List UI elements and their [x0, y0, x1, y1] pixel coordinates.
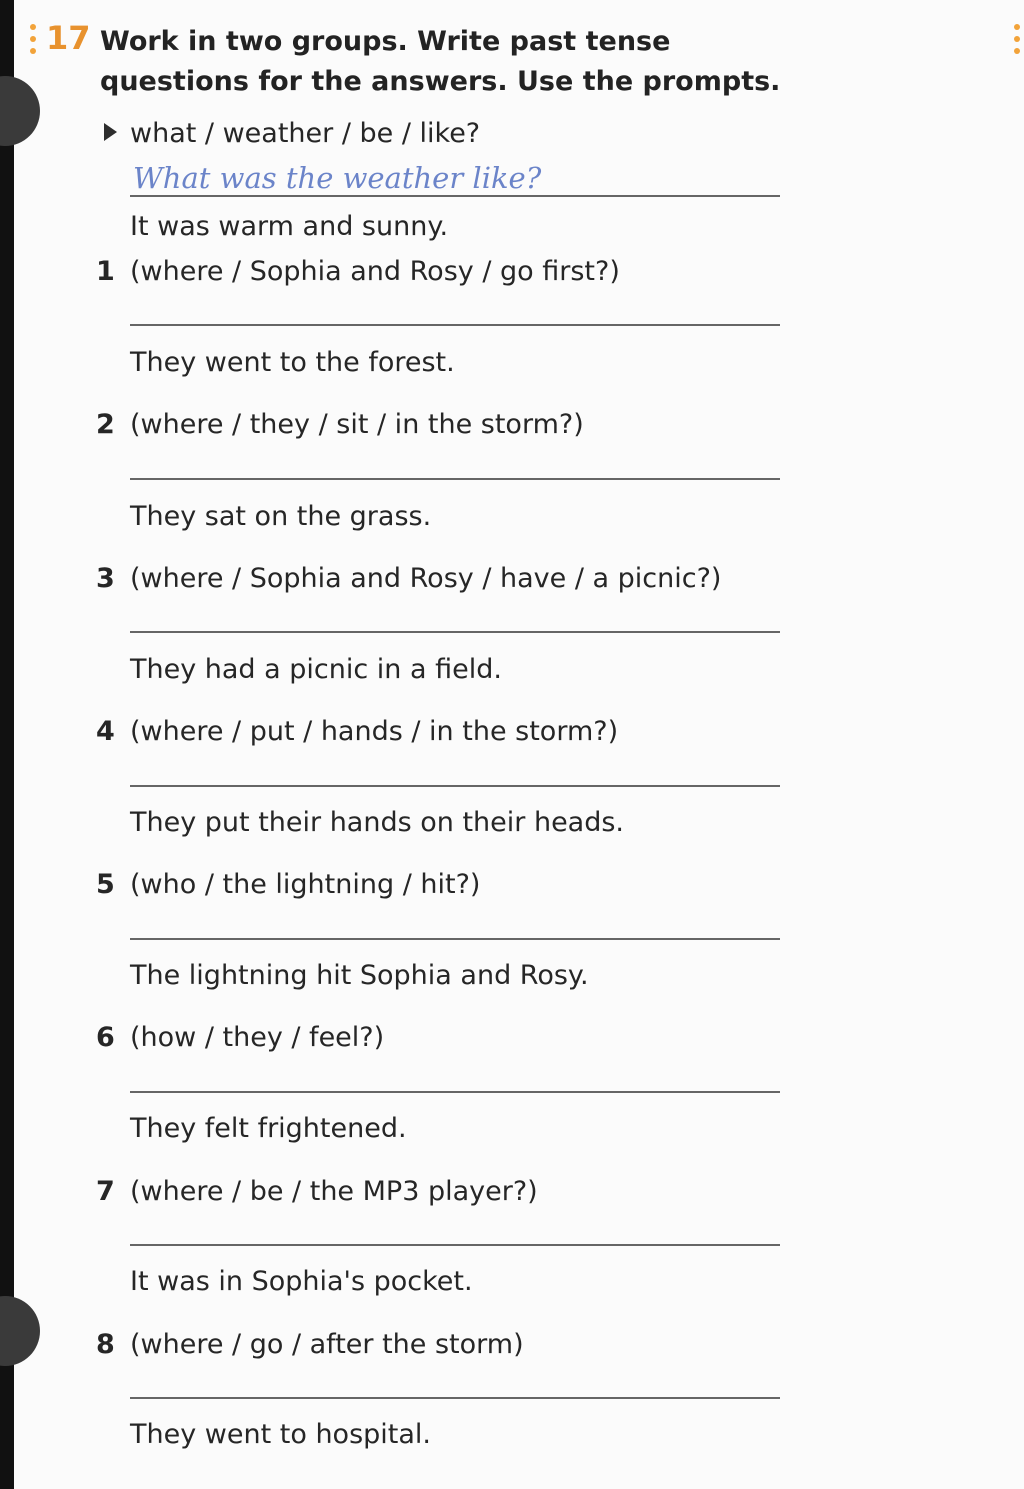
item-answer: They sat on the grass.	[130, 501, 432, 532]
example-answer: It was warm and sunny.	[130, 211, 449, 242]
decorative-dots-left	[30, 24, 38, 54]
item-number: 6	[96, 1022, 115, 1053]
item-prompt: (where / Sophia and Rosy / go first?)	[130, 256, 620, 287]
item-answer-line[interactable]	[130, 938, 780, 940]
item-number: 2	[96, 409, 115, 440]
exercise-instructions: Work in two groups. Write past tense questions for the answers. Use the prompts.	[100, 26, 781, 97]
binder-hole-bottom	[0, 1296, 40, 1366]
example-answer-line[interactable]	[130, 195, 780, 197]
item-answer: The lightning hit Sophia and Rosy.	[130, 960, 589, 991]
item-number: 5	[96, 869, 115, 900]
item-number: 3	[96, 563, 115, 594]
example-arrow-icon	[104, 123, 117, 141]
item-answer: They had a picnic in a field.	[130, 654, 502, 685]
item-answer-line[interactable]	[130, 1244, 780, 1246]
item-number: 1	[96, 256, 115, 287]
item-number: 8	[96, 1329, 115, 1360]
item-prompt: (how / they / feel?)	[130, 1022, 385, 1053]
item-answer: They felt frightened.	[130, 1113, 407, 1144]
item-answer-line[interactable]	[130, 785, 780, 787]
item-prompt: (where / put / hands / in the storm?)	[130, 716, 619, 747]
binder-hole-top	[0, 76, 40, 146]
item-prompt: (where / Sophia and Rosy / have / a picnic?)	[130, 563, 722, 594]
example-prompt: what / weather / be / like?	[130, 118, 481, 149]
item-prompt: (where / they / sit / in the storm?)	[130, 409, 584, 440]
item-prompt: (where / be / the MP3 player?)	[130, 1176, 538, 1207]
item-answer: They went to the forest.	[130, 347, 455, 378]
page-binding-edge	[0, 0, 14, 1489]
item-answer: They went to hospital.	[130, 1419, 431, 1450]
item-answer-line[interactable]	[130, 631, 780, 633]
item-answer: They put their hands on their heads.	[130, 807, 625, 838]
item-answer-line[interactable]	[130, 1397, 780, 1399]
item-prompt: (where / go / after the storm)	[130, 1329, 524, 1360]
example-written-question: What was the weather like?	[133, 161, 542, 195]
item-prompt: (who / the lightning / hit?)	[130, 869, 481, 900]
item-answer-line[interactable]	[130, 478, 780, 480]
item-number: 4	[96, 716, 115, 747]
item-answer: It was in Sophia's pocket.	[130, 1266, 473, 1297]
exercise-number: 17	[46, 19, 91, 57]
item-number: 7	[96, 1176, 115, 1207]
decorative-dots-right	[1014, 24, 1022, 54]
item-answer-line[interactable]	[130, 1091, 780, 1093]
item-answer-line[interactable]	[130, 324, 780, 326]
